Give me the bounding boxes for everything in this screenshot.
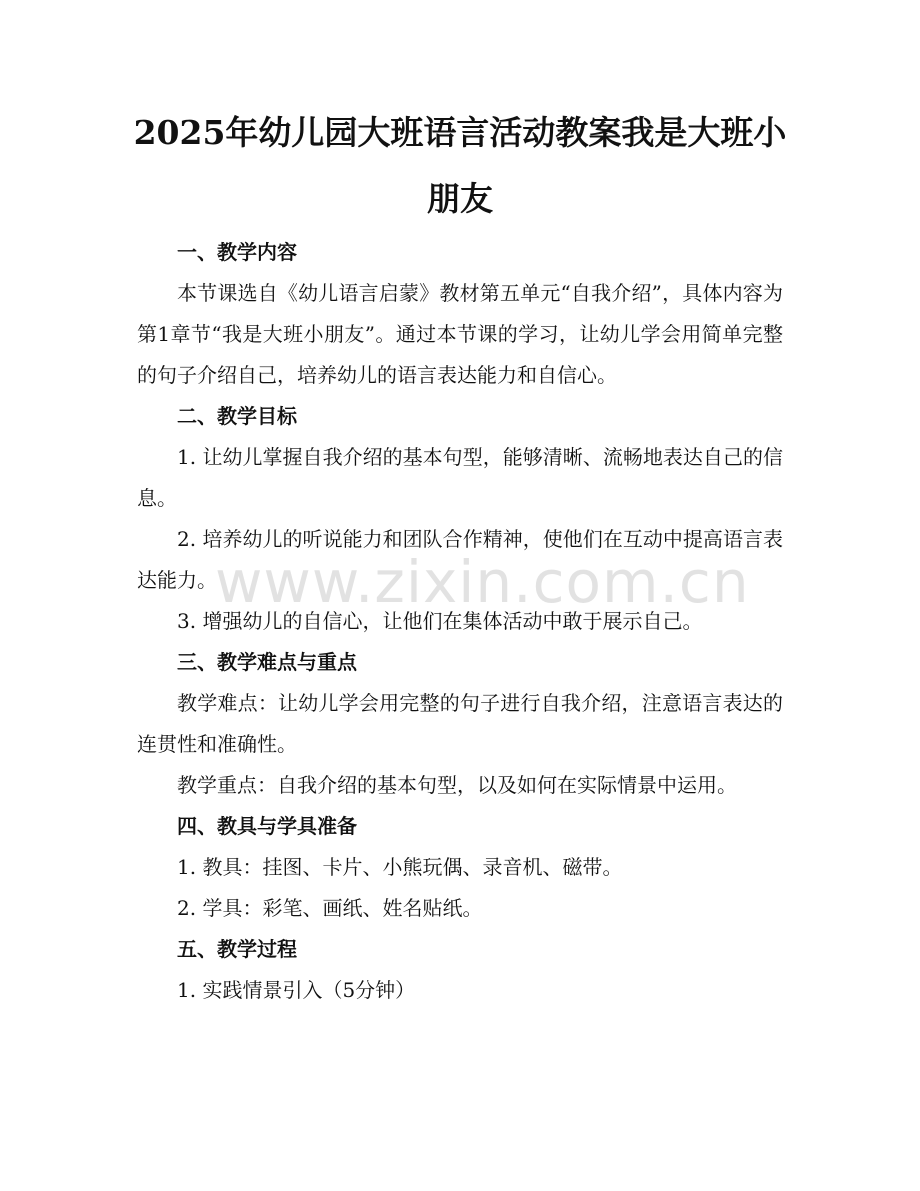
- paragraph-process-step-1: 1. 实践情景引入（5分钟）: [177, 978, 416, 1002]
- section-heading-materials: 四、教具与学具准备: [177, 814, 357, 838]
- watermark-text: www.zixin.com.cn: [215, 548, 750, 616]
- paragraph-goal-1: 1. 让幼儿掌握自我介绍的基本句型，能够清晰、流畅地表达自己的信息。: [137, 445, 783, 510]
- paragraph-focus: 教学重点：自我介绍的基本句型，以及如何在实际情景中运用。: [177, 773, 737, 797]
- section-heading-process: 五、教学过程: [177, 937, 297, 961]
- paragraph-learning-aids: 2. 学具：彩笔、画纸、姓名贴纸。: [177, 896, 483, 920]
- paragraph-goal-2: 2. 培养幼儿的听说能力和团队合作精神，使他们在互动中提高语言表达能力。: [137, 527, 783, 592]
- paragraph-goal-3: 3. 增强幼儿的自信心，让他们在集体活动中敢于展示自己。: [177, 609, 703, 633]
- section-heading-content: 一、教学内容: [177, 240, 297, 264]
- section-heading-key-points: 三、教学难点与重点: [177, 650, 357, 674]
- section-heading-goals: 二、教学目标: [177, 404, 297, 428]
- document-title: 2025年幼儿园大班语言活动教案我是大班小朋友: [133, 113, 787, 218]
- document-body: [137, 232, 783, 1011]
- paragraph-content-intro: 本节课选自《幼儿语言启蒙》教材第五单元“自我介绍”，具体内容为第1章节“我是大班小朋友”。通过本节课的学习，让幼儿学会用简单完整的句子介绍自己，培养幼儿的语言表达能力和自信心。: [137, 281, 783, 387]
- paragraph-teaching-aids: 1. 教具：挂图、卡片、小熊玩偶、录音机、磁带。: [177, 855, 623, 879]
- paragraph-difficulty: 教学难点：让幼儿学会用完整的句子进行自我介绍，注意语言表达的连贯性和准确性。: [137, 691, 783, 756]
